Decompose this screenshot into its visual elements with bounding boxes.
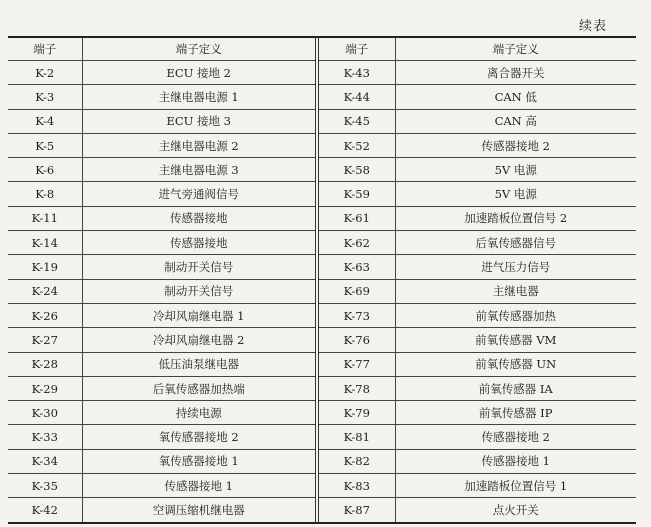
terminal-right-cell: K-62 [317,231,395,255]
terminal-definition-table [8,38,636,522]
terminal-left-cell: K-11 [8,206,82,230]
terminal-left-cell: K-8 [8,182,82,206]
definition-right-cell: 5V 电源 [395,158,636,182]
terminal-right-cell: K-73 [317,303,395,327]
table-row [8,206,636,230]
terminal-right-cell: K-69 [317,279,395,303]
header-definition-right: 端子定义 [395,38,636,61]
definition-left-cell: 冷却风扇继电器 2 [82,328,317,352]
terminal-right-cell: K-58 [317,158,395,182]
terminal-right-cell: K-79 [317,401,395,425]
terminal-left-cell: K-33 [8,425,82,449]
terminal-left-cell: K-26 [8,303,82,327]
table-row [8,376,636,400]
table-row [8,352,636,376]
terminal-right-cell: K-78 [317,376,395,400]
terminal-left-cell: K-35 [8,474,82,498]
definition-left-cell: 传感器接地 1 [82,474,317,498]
definition-right-cell: 传感器接地 2 [395,133,636,157]
terminal-left-cell: K-5 [8,133,82,157]
header-definition-left: 端子定义 [82,38,317,61]
terminal-right-cell: K-61 [317,206,395,230]
definition-left-cell: 低压油泵继电器 [82,352,317,376]
terminal-right-cell: K-83 [317,474,395,498]
definition-right-cell: 前氧传感器加热 [395,303,636,327]
table-row [8,279,636,303]
definition-left-cell: 主继电器电源 2 [82,133,317,157]
definition-left-cell: 主继电器电源 1 [82,85,317,109]
terminal-right-cell: K-77 [317,352,395,376]
definition-left-cell: ECU 接地 3 [82,109,317,133]
terminal-left-cell: K-27 [8,328,82,352]
definition-left-cell: 空调压缩机继电器 [82,498,317,522]
table-row [8,85,636,109]
definition-left-cell: 制动开关信号 [82,279,317,303]
terminal-left-cell: K-29 [8,376,82,400]
terminal-left-cell: K-6 [8,158,82,182]
terminal-right-cell: K-87 [317,498,395,522]
definition-right-cell: 传感器接地 2 [395,425,636,449]
table-row [8,255,636,279]
definition-right-cell: 前氧传感器 IA [395,376,636,400]
definition-right-cell: CAN 高 [395,109,636,133]
definition-right-cell: 点火开关 [395,498,636,522]
terminal-left-cell: K-14 [8,231,82,255]
table-row [8,182,636,206]
table-row [8,133,636,157]
definition-left-cell: 氧传感器接地 1 [82,449,317,473]
table-row [8,61,636,85]
table-row [8,498,636,522]
terminal-right-cell: K-59 [317,182,395,206]
definition-left-cell: 进气旁通阀信号 [82,182,317,206]
definition-left-cell: 持续电源 [82,401,317,425]
definition-left-cell: ECU 接地 2 [82,61,317,85]
terminal-left-cell: K-4 [8,109,82,133]
terminal-right-cell: K-52 [317,133,395,157]
terminal-left-cell: K-42 [31,502,58,517]
table-row [8,231,636,255]
definition-left-cell: 氧传感器接地 2 [82,425,317,449]
table-row [8,401,636,425]
terminal-right-cell: K-82 [317,449,395,473]
definition-left-cell: 后氧传感器加热端 [82,376,317,400]
terminal-left-cell: K-24 [8,279,82,303]
terminal-right-cell: K-45 [317,109,395,133]
terminal-right-cell: K-76 [317,328,395,352]
terminal-right-cell: K-63 [317,255,395,279]
terminal-left-cell: K-30 [8,401,82,425]
table-row [8,158,636,182]
continuation-label: 续表 [578,19,607,34]
definition-right-cell: 前氧传感器 UN [395,352,636,376]
terminal-left-cell: K-3 [8,85,82,109]
definition-right-cell: 5V 电源 [395,182,636,206]
table-row [8,109,636,133]
header-terminal-right: 端子 [317,38,395,61]
definition-left-cell: 主继电器电源 3 [82,158,317,182]
definition-right-cell: 加速踏板位置信号 1 [395,474,636,498]
table-row [8,303,636,327]
table-header-row [8,38,636,61]
terminal-right-cell: K-43 [317,61,395,85]
definition-left-cell: 传感器接地 [82,206,317,230]
definition-right-cell: 离合器开关 [395,61,636,85]
terminal-left-cell: K-2 [8,61,82,85]
terminal-left-cell: K-34 [8,449,82,473]
definition-left-cell: 传感器接地 [82,231,317,255]
definition-right-cell: 后氧传感器信号 [395,231,636,255]
definition-right-cell: 加速踏板位置信号 2 [395,206,636,230]
definition-left-cell: 冷却风扇继电器 1 [82,303,317,327]
terminal-left-cell: K-28 [8,352,82,376]
terminal-left-cell: K-19 [8,255,82,279]
definition-right-cell: 进气压力信号 [395,255,636,279]
table-row [8,474,636,498]
definition-right-cell: 主继电器 [395,279,636,303]
table-body [8,61,636,522]
terminal-right-cell: K-81 [317,425,395,449]
terminal-right-cell: K-44 [317,85,395,109]
table-row [8,425,636,449]
definition-right-cell: CAN 低 [395,85,636,109]
definition-right-cell: 传感器接地 1 [395,449,636,473]
header-terminal-left: 端子 [8,38,82,61]
table-row [8,328,636,352]
terminal-definition-table-wrapper [8,36,636,524]
definition-right-cell: 前氧传感器 VM [395,328,636,352]
table-row [8,449,636,473]
definition-left-cell: 制动开关信号 [82,255,317,279]
definition-right-cell: 前氧传感器 IP [395,401,636,425]
